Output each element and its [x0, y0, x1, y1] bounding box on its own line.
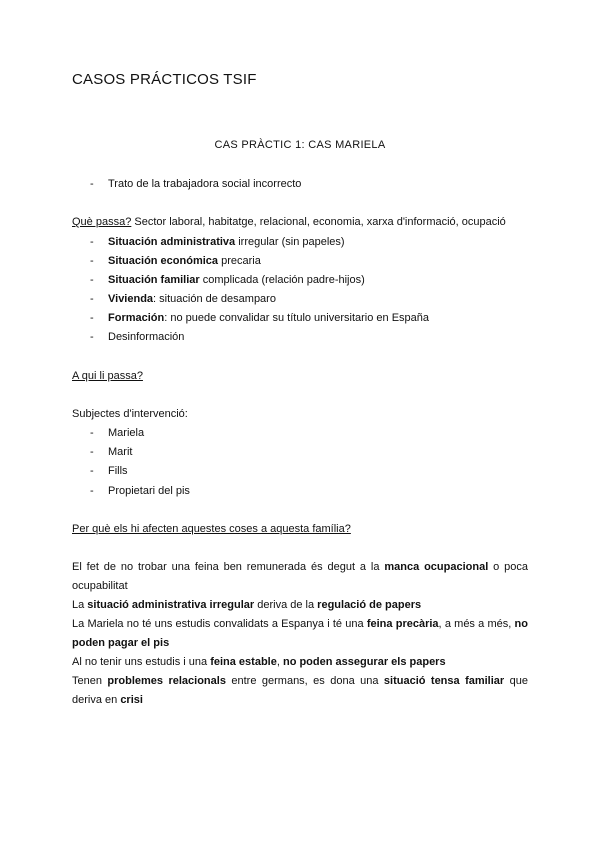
- text-span: o poca ocupabilitat: [72, 561, 528, 592]
- list-item: [90, 330, 184, 344]
- list-item-bold: Situación familiar: [108, 274, 200, 286]
- bold-span: no poden pagar el pis: [72, 618, 528, 649]
- bullet-dash: -: [90, 485, 94, 497]
- paragraph-3: [72, 615, 528, 653]
- que-passa-text: Sector laboral, habitatge, relacional, economia, xarxa d'informació, ocupació: [131, 216, 506, 228]
- subject-text: Marit: [108, 446, 133, 458]
- paragraph-1: [72, 558, 528, 596]
- bold-span: manca ocupacional: [384, 561, 489, 573]
- bold-span: situació administrativa irregular: [87, 599, 255, 611]
- per-que-heading: Per què els hi afecten aquestes coses a aquesta família?: [72, 523, 351, 535]
- paragraph-4: [72, 653, 528, 672]
- list-item-text: complicada (relación padre-hijos): [199, 274, 365, 286]
- bold-span: no poden assegurar els papers: [282, 656, 446, 668]
- list-item-text: irregular (sin papeles): [235, 236, 345, 248]
- que-passa-heading: Què passa?: [72, 216, 132, 228]
- text-span: La: [72, 599, 88, 611]
- paragraph-5: [72, 672, 528, 710]
- subject-item: [90, 445, 132, 459]
- bold-span: feina estable: [210, 656, 277, 668]
- bold-span: situació tensa familiar: [383, 675, 505, 687]
- list-item-text: : situación de desamparo: [153, 293, 276, 305]
- subject-item: [90, 426, 144, 440]
- text-span: El fet de no trobar una feina ben remunerada és degut a la: [72, 561, 385, 573]
- paragraph-2: [72, 596, 528, 615]
- list-item-bold: Vivienda: [108, 293, 154, 305]
- subject-text: Mariela: [108, 427, 145, 439]
- intro-list-item: [90, 177, 301, 191]
- bold-span: feina precària: [366, 618, 439, 630]
- list-item-text: Desinformación: [108, 331, 185, 343]
- text-span: Al no tenir uns estudis i una: [72, 656, 211, 668]
- subject-text: Propietari del pis: [108, 485, 190, 497]
- list-item: [90, 254, 261, 268]
- text-span: entre germans, es dona una: [225, 675, 384, 687]
- bullet-dash: -: [90, 178, 94, 190]
- a-qui-line: [72, 369, 143, 383]
- bold-span: regulació de papers: [317, 599, 422, 611]
- list-item-text: precaria: [218, 255, 261, 267]
- a-qui-heading: A qui li passa?: [72, 370, 143, 382]
- bullet-dash: -: [90, 446, 94, 458]
- list-item-bold: Situación administrativa: [108, 236, 236, 248]
- list-item-bold: Situación económica: [108, 255, 219, 267]
- subjects-label: Subjectes d'intervenció:: [72, 408, 188, 420]
- text-span: deriva de la: [254, 599, 318, 611]
- bullet-dash: -: [90, 465, 94, 477]
- bullet-dash: -: [90, 274, 94, 286]
- intro-item-text: Trato de la trabajadora social incorrecto: [108, 178, 302, 190]
- list-item: [90, 311, 429, 325]
- list-item: [90, 235, 345, 249]
- document-title: CASOS PRÁCTICOS TSIF: [72, 71, 257, 88]
- bullet-dash: -: [90, 331, 94, 343]
- bold-span: crisi: [120, 694, 143, 706]
- list-item-bold: Formación: [108, 312, 165, 324]
- list-item-text: : no puede convalidar su título universitario en España: [164, 312, 430, 324]
- text-span: Tenen: [72, 675, 108, 687]
- per-que-line: [72, 522, 351, 536]
- subject-item: [90, 464, 128, 478]
- bullet-dash: -: [90, 427, 94, 439]
- text-span: que deriva en: [72, 675, 528, 706]
- list-item: [90, 292, 276, 306]
- bold-span: problemes relacionals: [107, 675, 226, 687]
- subject-item: [90, 484, 190, 498]
- text-span: , a més a més,: [438, 618, 515, 630]
- bullet-dash: -: [90, 236, 94, 248]
- bullet-dash: -: [90, 312, 94, 324]
- text-span: ,: [276, 656, 283, 668]
- subject-text: Fills: [108, 465, 128, 477]
- que-passa-line: [72, 215, 506, 229]
- case-title: CAS PRÀCTIC 1: CAS MARIELA: [214, 139, 386, 151]
- bullet-dash: -: [90, 255, 94, 267]
- text-span: La Mariela no té uns estudis convalidats a Espanya i té una: [72, 618, 367, 630]
- bullet-dash: -: [90, 293, 94, 305]
- list-item: [90, 273, 365, 287]
